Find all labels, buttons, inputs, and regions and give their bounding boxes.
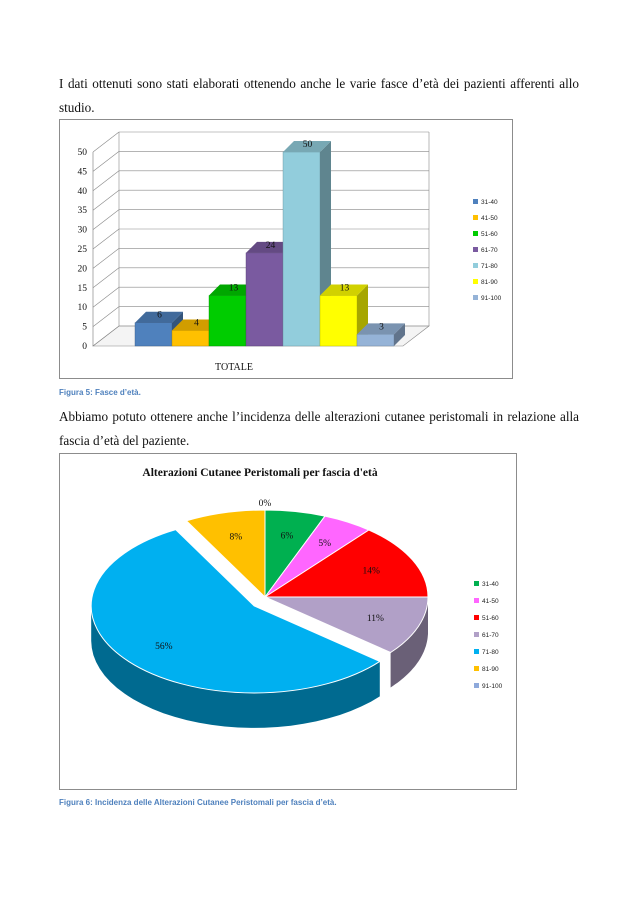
- pie-label-81-90: 8%: [229, 532, 243, 543]
- gridline-diagonal: [93, 248, 119, 268]
- y-tick-label: 45: [77, 167, 87, 178]
- pie-label-41-50: 5%: [318, 539, 332, 550]
- legend-swatch: [473, 231, 478, 236]
- legend-swatch: [474, 666, 479, 671]
- bar-front: [246, 253, 283, 346]
- gridline-diagonal: [93, 210, 119, 230]
- legend-label: 61-70: [481, 247, 498, 254]
- bar-front: [320, 296, 357, 346]
- legend-label: 51-60: [481, 231, 498, 238]
- data-label: 4: [194, 318, 199, 329]
- legend-label: 91-100: [481, 295, 502, 302]
- y-tick-label: 15: [77, 283, 87, 294]
- legend-label: 61-70: [482, 632, 499, 639]
- data-label: 13: [228, 283, 239, 294]
- pie-chart-frame: [59, 453, 517, 790]
- pie-legend: [474, 581, 503, 690]
- gridline-diagonal: [93, 229, 119, 249]
- y-tick-label: 0: [82, 342, 87, 352]
- pie-label-61-70: 11%: [366, 614, 384, 625]
- legend-label: 91-100: [482, 683, 503, 690]
- y-tick-label: 25: [77, 245, 87, 255]
- gridline-diagonal: [93, 171, 119, 191]
- y-tick-label: 20: [77, 264, 87, 275]
- legend-swatch: [473, 279, 478, 284]
- gridline-diagonal: [93, 307, 119, 327]
- bar-legend: [473, 199, 502, 302]
- legend-label: 71-80: [482, 649, 499, 656]
- legend-swatch: [473, 215, 478, 220]
- legend-label: 71-80: [481, 263, 498, 270]
- legend-label: 31-40: [481, 199, 498, 206]
- y-tick-label: 35: [77, 206, 87, 217]
- data-label: 50: [302, 140, 313, 150]
- legend-swatch: [473, 247, 478, 252]
- figure-caption-5: Figura 5: Fasce d’età.: [59, 388, 141, 397]
- bar-front: [209, 296, 246, 346]
- y-tick-label: 50: [77, 148, 87, 158]
- legend-label: 81-90: [482, 666, 499, 673]
- data-label: 24: [265, 240, 276, 251]
- bar-chart: [60, 120, 512, 378]
- legend-label: 41-50: [481, 215, 498, 222]
- gridline-diagonal: [93, 287, 119, 307]
- legend-label: 31-40: [482, 581, 499, 588]
- legend-swatch: [473, 263, 478, 268]
- legend-swatch: [474, 581, 479, 586]
- legend-swatch: [474, 649, 479, 654]
- gridline-diagonal: [93, 151, 119, 171]
- bar-chart-frame: [59, 119, 513, 379]
- figure-caption-6: Figura 6: Incidenza delle Alterazioni Cutanee Peristomali per fascia d’età.: [59, 798, 337, 807]
- pie-label-71-80: 56%: [155, 641, 173, 652]
- legend-label: 81-90: [481, 279, 498, 286]
- pie-label-31-40: 6%: [280, 531, 294, 542]
- x-axis-label: TOTALE: [215, 362, 253, 373]
- legend-swatch: [474, 683, 479, 688]
- data-label: 3: [379, 322, 384, 333]
- pie-label-91-100: 0%: [258, 499, 272, 509]
- gridline-diagonal: [93, 268, 119, 288]
- paragraph-incidence: Abbiamo potuto ottenere anche l’incidenza delle alterazioni cutanee peristomali in relazione alla fascia d’età del paziente.: [59, 409, 579, 448]
- y-tick-label: 5: [82, 322, 87, 333]
- y-tick-label: 40: [77, 186, 87, 197]
- bar-front: [135, 323, 172, 346]
- bar-front: [283, 152, 320, 346]
- data-label: 13: [339, 283, 350, 294]
- legend-swatch: [474, 615, 479, 620]
- legend-label: 51-60: [482, 615, 499, 622]
- legend-swatch: [474, 632, 479, 637]
- y-tick-label: 10: [77, 303, 87, 314]
- data-label: 6: [157, 310, 162, 321]
- bar-front: [357, 334, 394, 346]
- pie-title: Alterazioni Cutanee Peristomali per fascia d'età: [142, 467, 378, 479]
- gridline-diagonal: [93, 132, 119, 152]
- legend-swatch: [473, 199, 478, 204]
- legend-swatch: [474, 598, 479, 603]
- paragraph-intro: I dati ottenuti sono stati elaborati ottenendo anche le varie fasce d’età dei pazienti afferenti allo studio.: [59, 76, 579, 115]
- pie-label-51-60: 14%: [362, 566, 380, 577]
- legend-label: 41-50: [482, 598, 499, 605]
- legend-swatch: [473, 295, 478, 300]
- y-tick-label: 30: [77, 225, 87, 236]
- gridline-diagonal: [93, 190, 119, 210]
- bar-front: [172, 330, 209, 346]
- pie-chart: [60, 454, 516, 789]
